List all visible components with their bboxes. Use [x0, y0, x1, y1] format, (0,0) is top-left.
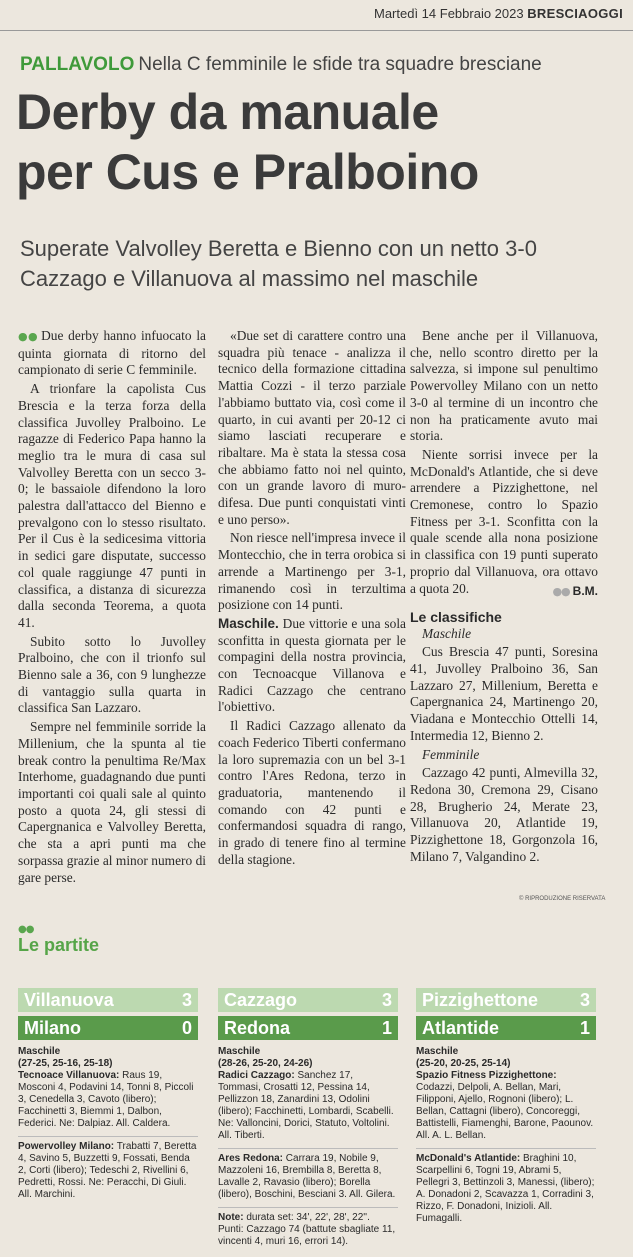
home-roster [416, 1070, 596, 1142]
header-rule [0, 30, 633, 31]
divider [218, 1148, 398, 1149]
away-team: Redona [224, 1018, 291, 1038]
home-team-row [416, 988, 596, 1012]
home-roster [18, 1070, 198, 1130]
copyright-notice: © RIPRODUZIONE RISERVATA [519, 896, 606, 902]
matches-title: Le partite [18, 935, 100, 955]
match-box [18, 988, 198, 1207]
paragraph: Bene anche per il Villanuova, che, nello scontro diretto per la salvezza, si impone sul penultimo Powervolley Milano con un netto 3-0 al termine di un incontro che non ha praticamente avuto mai storia. [410, 328, 598, 444]
away-team: Atlantide [422, 1018, 500, 1038]
paragraph: «Due set di carattere contro una squadra più tenace - analizza il tecnico della formazione cittadina Mattia Cozzi - il terzo parziale l'abbiamo buttato via, così come il quarto, in cui avanti per 20-12 ci siamo lasciati recuperare e ribaltare. Ma è stata la stessa cosa che abbiamo fatto noi nel quinto, con un grande lavoro di muro-difesa. Due punti conquistati vinti e uno perso». [218, 328, 406, 527]
match-category: Maschile [218, 1046, 261, 1057]
roster-team: Tecnoace Villanuova: [18, 1070, 120, 1081]
roster-team: Powervolley Milano: [18, 1141, 115, 1152]
divider [416, 1148, 596, 1149]
home-score: 3 [181, 990, 192, 1010]
roster-team: Spazio Fitness Pizzighettone: [416, 1070, 557, 1081]
paragraph: Niente sorrisi invece per la McDonald's Atlantide, che si deve arrendere a Pizzighettone, nel Cremonese, contro lo Spazio Fitness per 3-1. Sconfitta con la quale scende alla nona posizione in classifica con 19 punti superato proprio dal Villanuova, ora ottavo a quota 20. [410, 446, 598, 596]
paragraph: Sempre nel femminile sorride la Millenium, che la spunta al tie break contro la penultima Re/Max Interhome, guadagnando due punti importanti coi quali sale al quinto posto a quota 24, gli stessi di Capergnanica e Valvolley Beretta, che sta a apri punti ma che sorpassa grazie al minor numero di gare perse. [18, 719, 206, 885]
notes-label: Note: [218, 1212, 244, 1223]
paragraph-text: Due vittorie e una sola sconfitta in questa giornata per le compagini della nostra provincia, con Tecnoacque Villanova e Radici Cazzago che centrano l'obiettivo. [218, 615, 406, 715]
paragraph [218, 616, 406, 716]
away-score: 0 [181, 1018, 192, 1038]
match-category: Maschile [416, 1046, 459, 1057]
dateline [374, 6, 623, 21]
signature-dots-icon: ●● [552, 585, 570, 599]
paragraph: Subito sotto lo Juvolley Pralboino, che con il trionfo sul Bienno sale a 36, con 9 lunghezze di vantaggio sulla quarta in classifica San Lazzaro. [18, 633, 206, 716]
paragraph: A trionfare la capolista Cus Brescia e la terza forza della classifica Juvolley Pralboino. Le ragazze di Federico Papa hanno la meglio tra le mura di casa sul Valvolley Beretta con un secco 3-0; le bassaiole difendono la loro palestra dall'attacco del Bienno e prevalgono con lo stesso risultato. Per il Cus è la sedicesima vittoria in sedici gare disputate, successo col quale raggiunge 47 punti in classifica, a distanza di sicurezza dalla seconda Teorema, a quota 41. [18, 381, 206, 630]
home-team: Villanuova [24, 990, 114, 1010]
away-roster [218, 1153, 398, 1201]
newspaper-name: BRESCIAOGGI [527, 6, 623, 21]
signature-text: B.M. [572, 584, 598, 599]
home-team: Pizzighettone [422, 990, 538, 1010]
away-team: Milano [24, 1018, 81, 1038]
paragraph: Il Radici Cazzago allenato da coach Federico Tiberti confermano la loro supremazia con un bel 3-1 contro l'Ares Redona, terzo in graduatoria, mantenendo il comando con 42 punti e confermandosi squadra di rango, in grado di tenere fino al termine della stagione. [218, 718, 406, 867]
kicker [20, 54, 542, 76]
bullet-dots-icon: ●● [18, 330, 39, 343]
roster-players: Trabatti 7, Beretta 4, Savino 5, Buzzetti 9, Fossati, Benda 2, Corti (libero); Tedeschi 2, Rivellini 6, Pedretti, Rossi. Ne: Peracchi, Di Giuli. All. Marchini. [18, 1141, 197, 1200]
match-box [416, 988, 596, 1231]
article-column-3 [410, 328, 598, 868]
home-team-row [218, 988, 398, 1012]
roster-team: Ares Redona: [218, 1153, 284, 1164]
home-team: Cazzago [224, 990, 298, 1010]
matches-dots-icon: ●● [18, 924, 34, 935]
standings-female-label: Femminile [422, 746, 480, 762]
subheadline [20, 234, 620, 294]
match-notes [218, 1212, 398, 1248]
standings-female: Cazzago 42 punti, Almevilla 32, Redona 30, Cremona 29, Cisano 28, Brugherio 24, Merate 23, Villanuova 20, Atlantide 19, Pizzighettone 18, Gorgonzola 16, Milano 7, Valgandino 2. [410, 765, 598, 864]
subhead-line-1: Superate Valvolley Beretta e Bienno con un netto 3-0 [20, 236, 537, 261]
section-tag: PALLAVOLO [20, 54, 135, 75]
set-scores: (25-20, 20-25, 25-14) [416, 1058, 511, 1069]
roster-players: Braghini 10, Scarpellini 6, Togni 19, Abrami 5, Pellegri 3, Bettinzoli 3, Manessi, (libero); A. Donadoni 2, Scavazza 1, Corradini 3, Rizzo, F. Donadoni, Inizioli. All. Fumagalli. [416, 1153, 595, 1224]
issue-date: Martedì 14 Febbraio 2023 [374, 6, 524, 21]
paragraph [18, 328, 206, 379]
section-heading: Maschile. [218, 615, 279, 631]
standings-title: Le classifiche [410, 608, 502, 625]
paragraph-text: Due derby hanno infuocato la quinta giornata di ritorno del campionato di serie C femminile. [18, 328, 206, 378]
home-roster [218, 1070, 398, 1142]
match-category: Maschile [18, 1046, 61, 1057]
away-score: 1 [381, 1018, 392, 1038]
standings-male-label: Maschile [422, 625, 472, 641]
article-column-2 [218, 328, 406, 871]
headline-line-2: per Cus e Pralboino [16, 144, 479, 200]
set-scores: (27-25, 25-16, 25-18) [18, 1058, 113, 1069]
away-score: 1 [579, 1018, 590, 1038]
headline-line-1: Derby da manuale [16, 84, 439, 140]
standings-male: Cus Brescia 47 punti, Soresina 41, Juvolley Pralboino 36, San Lazzaro 27, Millenium, Beretta e Capergnanica 24, Martinengo 20, Viadana e Montecchio Ottelli 14, Intermedia 12, Bienno 2. [410, 644, 598, 743]
notes-text: durata set: 34', 22', 28', 22''. Punti: Cazzago 74 (battute sbagliate 11, vincenti 4, muri 16, errori 14). [218, 1212, 396, 1247]
roster-team: Radici Cazzago: [218, 1070, 295, 1081]
away-roster [416, 1153, 596, 1225]
roster-players: Raus 19, Mosconi 4, Podavini 14, Tonni 8, Piccoli 3, Cenedella 3, Cavoto (libero); Facchinetti 3, Biemmi 1, Dalbon, Federici. Ne: Dalpiaz. All. Caldera. [18, 1070, 194, 1129]
subhead-line-2: Cazzago e Villanuova al massimo nel maschile [20, 266, 479, 291]
roster-players: Sanchez 17, Tommasi, Crosatti 12, Pessina 14, Pellizzon 18, Zanardini 13, Odolini (libero); Facchinetti, Lombardi, Scabelli. Ne: Valloncini, Dorici, Statuto, Voltolini. All. Tiberti. [218, 1070, 394, 1141]
away-team-row [218, 1016, 398, 1040]
roster-players: Codazzi, Delpoli, A. Bellan, Mari, Filipponi, Ajello, Rognoni (libero); L. Bellan, Cattagni (libero), Concoreggi, Battistelli, Fiamenghi, Barone, Paounov. All. A. L. Bellan. [416, 1082, 594, 1141]
set-scores: (28-26, 25-20, 24-26) [218, 1058, 313, 1069]
roster-players: Carrara 19, Nobile 9, Mazzoleni 16, Brembilla 8, Beretta 8, Lavalle 2, Ravasio (libero); Borella (libero), Boschini, Besciani 3. All. Gilera. [218, 1153, 396, 1200]
match-box [218, 988, 398, 1254]
away-roster [18, 1141, 198, 1201]
home-team-row [18, 988, 198, 1012]
away-team-row [416, 1016, 596, 1040]
article-column-1 [18, 328, 206, 888]
away-team-row [18, 1016, 198, 1040]
home-score: 3 [381, 990, 392, 1010]
paragraph: Non riesce nell'impresa invece il Montecchio, che in terra orobica si arrende a Martinengo per 3-1, rimanendo così in terzultima posizione con 14 punti. [218, 530, 406, 613]
home-score: 3 [579, 990, 590, 1010]
headline [16, 82, 616, 202]
roster-team: McDonald's Atlantide: [416, 1153, 521, 1164]
kicker-text: Nella C femminile le sfide tra squadre bresciane [138, 54, 542, 75]
matches-header [18, 924, 99, 956]
divider [18, 1136, 198, 1137]
divider [218, 1207, 398, 1208]
